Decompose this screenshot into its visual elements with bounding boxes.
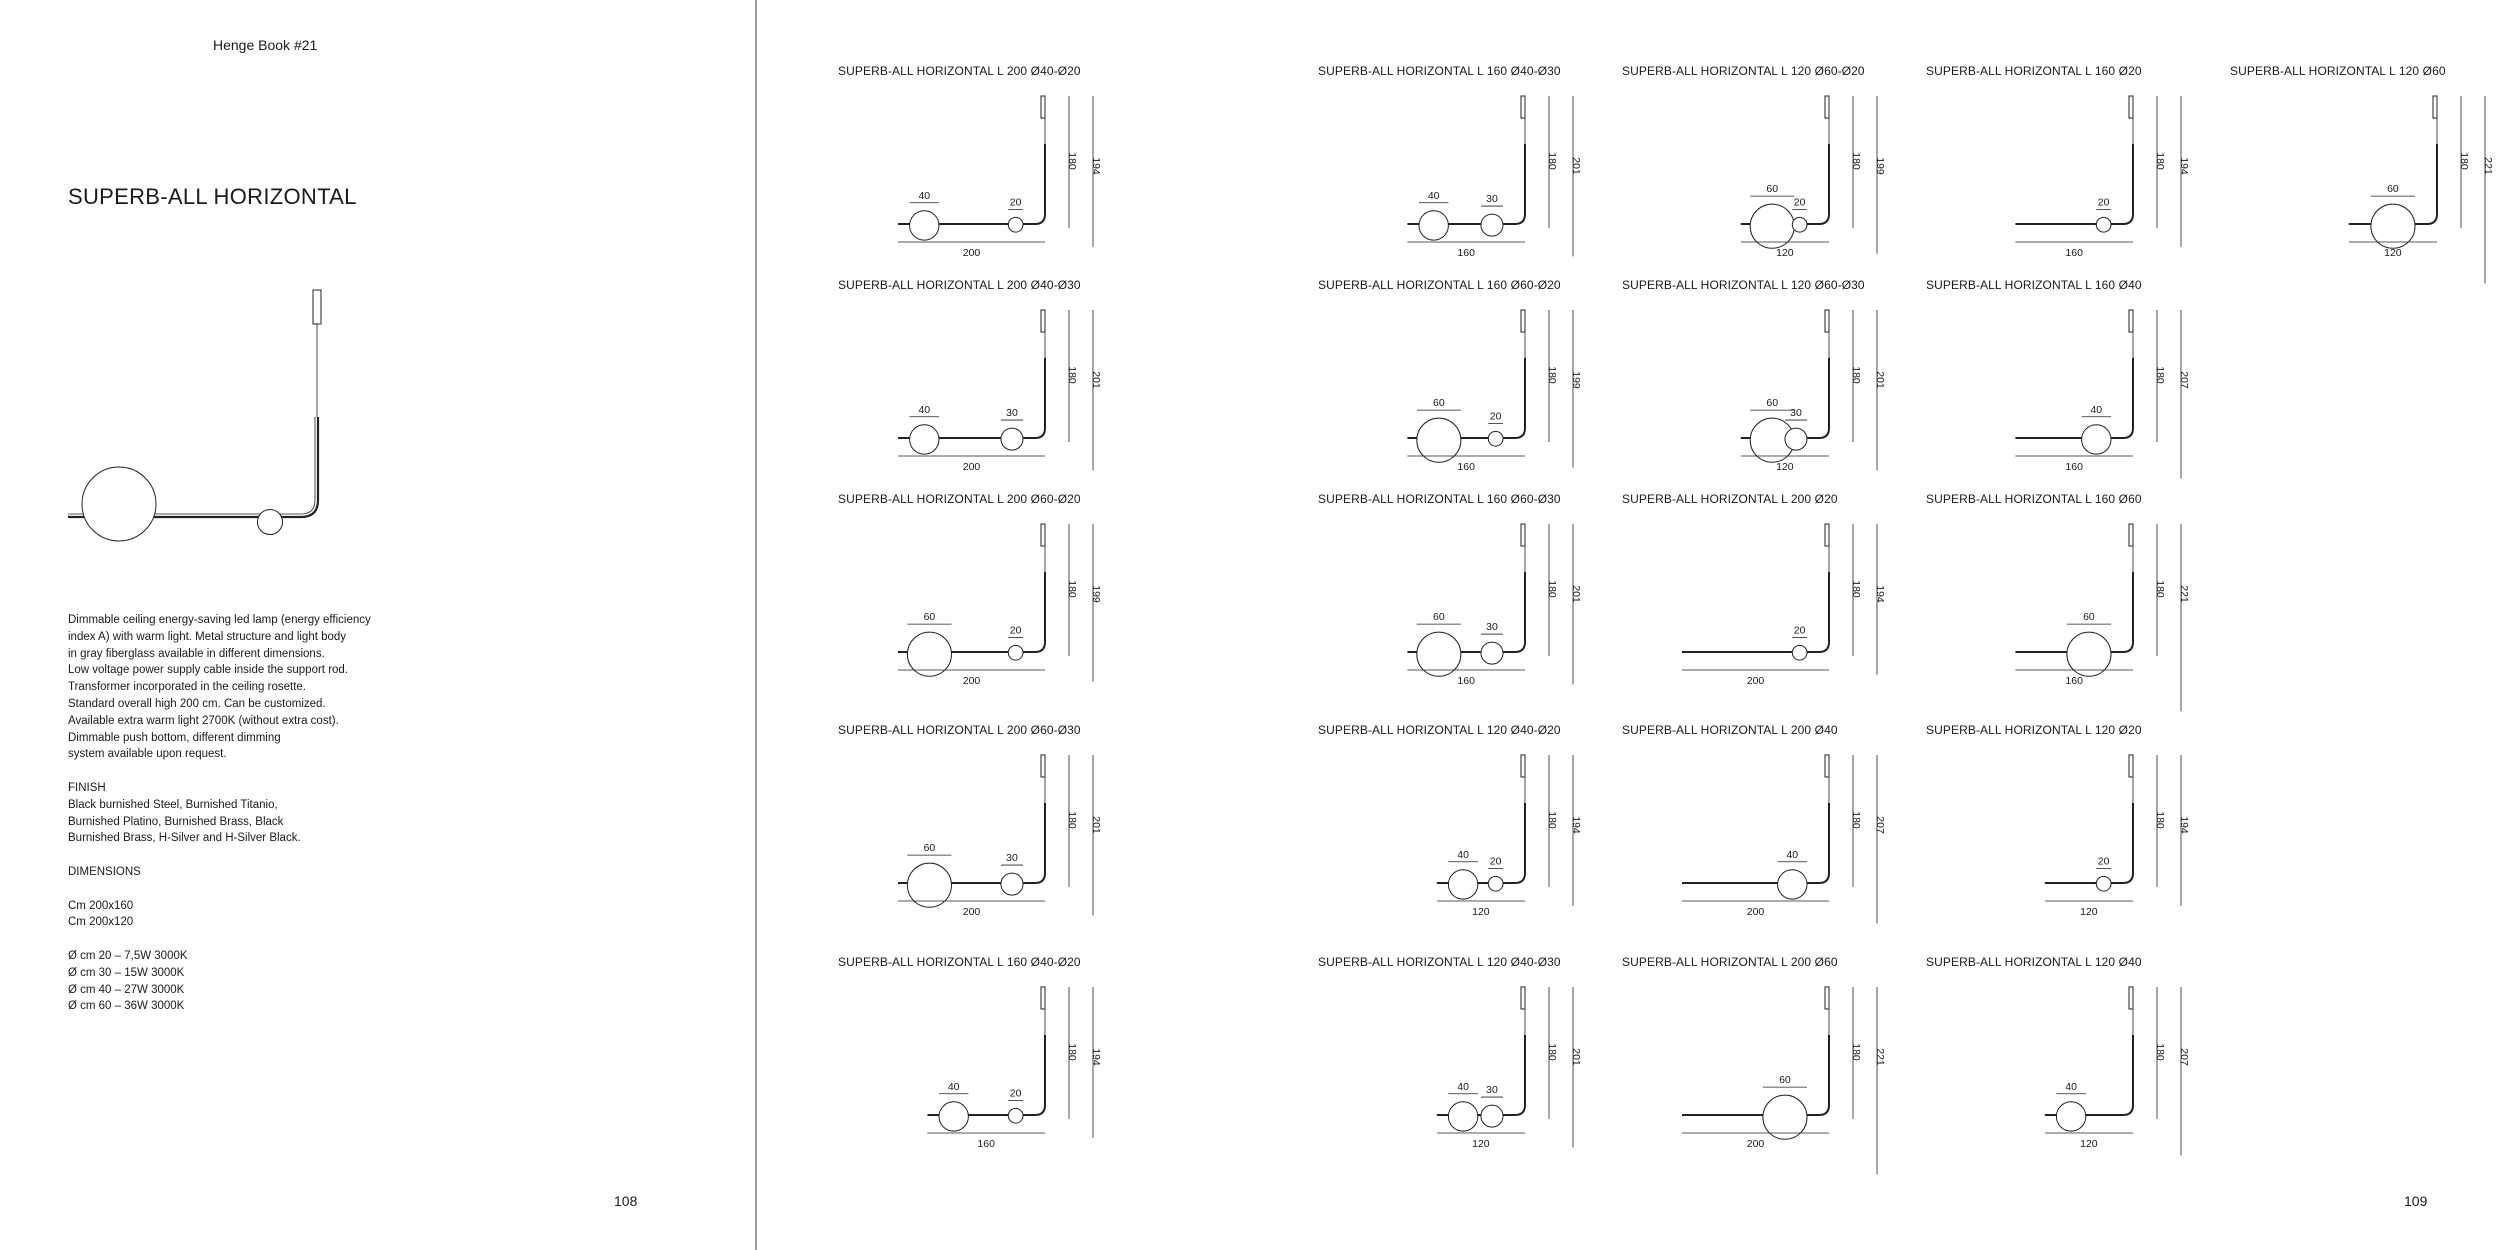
diameter-label: 40: [947, 1080, 960, 1093]
length-label: 200: [962, 675, 981, 687]
drawing-title: SUPERB-ALL HORIZONTAL L 120 Ø60-Ø20: [1622, 64, 1865, 78]
drawing-cell: [1926, 723, 2226, 938]
drawing-title: SUPERB-ALL HORIZONTAL L 200 Ø60: [1622, 955, 1838, 969]
length-label: 120: [1472, 906, 1490, 918]
ceiling-rosette: [1041, 524, 1045, 546]
height-label: 180: [1850, 152, 1862, 170]
height-label: 180: [2458, 152, 2470, 170]
support-rod: [1682, 803, 1829, 883]
page-title: SUPERB-ALL HORIZONTAL: [68, 184, 357, 209]
total-height-label: 201: [1570, 157, 1582, 175]
diameter-label: 40: [2065, 1080, 2077, 1093]
sphere: [2096, 876, 2111, 891]
description-line: Cm 200x160: [68, 899, 134, 912]
sphere: [1785, 428, 1807, 450]
ceiling-rosette: [2129, 755, 2133, 777]
drawing-svg: [1926, 64, 2226, 279]
diameter-label: 40: [1457, 1080, 1469, 1093]
length-label: 200: [962, 247, 981, 259]
diameter-label: 40: [1427, 189, 1440, 202]
diameter-label: 20: [1793, 624, 1806, 637]
total-height-label: 201: [1570, 1048, 1582, 1066]
ceiling-rosette: [1521, 755, 1525, 777]
description-line: Dimmable push bottom, different dimming: [68, 731, 281, 744]
sphere: [2056, 1102, 2085, 1131]
height-label: 180: [1066, 1043, 1078, 1061]
page-number-left: 108: [614, 1193, 638, 1209]
height-label: 180: [1066, 152, 1078, 170]
drawing-title: SUPERB-ALL HORIZONTAL L 160 Ø40: [1926, 278, 2142, 292]
length-label: 120: [2080, 906, 2098, 918]
height-label: 180: [1850, 811, 1862, 829]
sphere: [1448, 1102, 1477, 1131]
height-label: 180: [1850, 366, 1862, 384]
diameter-label: 30: [1006, 852, 1018, 865]
height-label: 180: [1546, 811, 1558, 829]
height-label: 180: [1066, 366, 1078, 384]
description-line: [68, 881, 428, 898]
sphere: [1008, 1108, 1023, 1123]
sphere: [2096, 217, 2111, 232]
total-height-label: 207: [2178, 371, 2190, 389]
lamp-illustration: [60, 282, 340, 542]
length-label: 200: [1746, 675, 1765, 687]
height-label: 180: [1066, 580, 1078, 598]
length-label: 200: [962, 461, 981, 473]
total-height-label: 221: [2178, 585, 2190, 603]
description-line: [68, 931, 428, 948]
height-label: 180: [1546, 152, 1558, 170]
drawing-cell: [838, 723, 1138, 938]
drawing-svg: [838, 723, 1138, 938]
sphere: [1481, 642, 1503, 664]
support-rod: [2045, 1035, 2133, 1115]
ceiling-rosette: [1825, 524, 1829, 546]
drawing-title: SUPERB-ALL HORIZONTAL L 160 Ø20: [1926, 64, 2142, 78]
drawing-svg: [1318, 64, 1618, 279]
ceiling-rosette: [1041, 310, 1045, 332]
drawing-cell: [1622, 492, 1922, 707]
drawing-svg: [1622, 492, 1922, 707]
sphere: [1488, 431, 1503, 446]
diameter-label: 60: [923, 842, 936, 855]
drawing-svg: [1622, 278, 1922, 493]
total-height-label: 221: [1874, 1048, 1886, 1066]
drawing-title: SUPERB-ALL HORIZONTAL L 200 Ø40: [1622, 723, 1838, 737]
drawing-title: SUPERB-ALL HORIZONTAL L 200 Ø60-Ø30: [838, 723, 1081, 737]
support-rod: [2045, 803, 2133, 883]
drawing-cell: [1318, 278, 1618, 493]
diameter-label: 20: [1009, 624, 1022, 637]
description-line: Standard overall high 200 cm. Can be customized.: [68, 697, 326, 710]
sphere: [1488, 876, 1503, 891]
ceiling-rosette: [2129, 987, 2133, 1009]
diameter-label: 20: [2097, 196, 2110, 209]
drawing-cell: [1926, 492, 2226, 707]
left-page: [0, 0, 756, 1250]
ceiling-rosette: [1521, 310, 1525, 332]
description-line: Black burnished Steel, Burnished Titanio,: [68, 798, 278, 811]
sphere: [910, 425, 939, 454]
drawing-svg: [1318, 278, 1618, 493]
drawing-title: SUPERB-ALL HORIZONTAL L 200 Ø60-Ø20: [838, 492, 1081, 506]
drawing-svg: [838, 64, 1138, 279]
total-height-label: 221: [2482, 157, 2494, 175]
description-line: [68, 763, 428, 780]
drawing-svg: [1318, 723, 1618, 938]
description-line: in gray fiberglass available in different dimensions.: [68, 647, 325, 660]
ceiling-rosette: [1041, 987, 1045, 1009]
description-line: Burnished Platino, Burnished Brass, Black: [68, 815, 284, 828]
height-label: 180: [2154, 366, 2166, 384]
support-rod: [1437, 803, 1525, 883]
diameter-label: 40: [2090, 403, 2103, 416]
length-label: 200: [962, 906, 981, 918]
diameter-label: 30: [1006, 407, 1018, 420]
total-height-label: 201: [1874, 371, 1886, 389]
description-line: Available extra warm light 2700K (without extra cost).: [68, 714, 339, 727]
height-label: 180: [1546, 1043, 1558, 1061]
sphere: [1792, 217, 1807, 232]
description-line: Ø cm 40 – 27W 3000K: [68, 983, 185, 996]
drawing-title: SUPERB-ALL HORIZONTAL L 200 Ø20: [1622, 492, 1838, 506]
drawing-title: SUPERB-ALL HORIZONTAL L 120 Ø40: [1926, 955, 2142, 969]
diameter-label: 60: [1766, 183, 1779, 196]
total-height-label: 199: [1874, 157, 1886, 175]
drawing-cell: [1318, 64, 1618, 279]
diameter-label: 60: [1766, 397, 1779, 410]
ceiling-rosette: [1521, 96, 1525, 118]
ceiling-rosette: [313, 290, 321, 324]
sphere: [939, 1102, 968, 1131]
drawing-cell: [1926, 64, 2226, 279]
total-height-label: 194: [1570, 816, 1582, 834]
drawing-title: SUPERB-ALL HORIZONTAL L 120 Ø40-Ø20: [1318, 723, 1561, 737]
support-rod: [1407, 144, 1525, 224]
description-line: Ø cm 30 – 15W 3000K: [68, 966, 185, 979]
drawing-cell: [1622, 278, 1922, 493]
drawing-cell: [1318, 492, 1618, 707]
drawing-svg: [1318, 955, 1618, 1170]
diameter-label: 20: [1489, 410, 1502, 423]
ceiling-rosette: [1825, 987, 1829, 1009]
ceiling-rosette: [1521, 524, 1525, 546]
support-rod: [1437, 1035, 1525, 1115]
diameter-label: 30: [1790, 407, 1802, 420]
diameter-label: 40: [918, 189, 931, 202]
drawing-cell: [1926, 955, 2226, 1170]
diameter-label: 20: [2097, 855, 2110, 868]
drawing-title: SUPERB-ALL HORIZONTAL L 120 Ø60: [2230, 64, 2446, 78]
drawing-svg: [1318, 492, 1618, 707]
drawing-title: SUPERB-ALL HORIZONTAL L 160 Ø40-Ø30: [1318, 64, 1561, 78]
book-spine: [755, 0, 757, 1250]
description-line: DIMENSIONS: [68, 865, 141, 878]
description-line: FINISH: [68, 781, 106, 794]
length-label: 200: [1746, 1138, 1765, 1150]
height-label: 180: [2154, 152, 2166, 170]
length-label: 120: [2384, 247, 2402, 259]
total-height-label: 207: [1874, 816, 1886, 834]
sphere: [1419, 211, 1448, 240]
length-label: 120: [1472, 1138, 1490, 1150]
drawing-svg: [1926, 492, 2226, 707]
drawing-title: SUPERB-ALL HORIZONTAL L 200 Ø40-Ø30: [838, 278, 1081, 292]
height-label: 180: [2154, 580, 2166, 598]
diameter-label: 40: [918, 403, 931, 416]
total-height-label: 201: [1090, 816, 1102, 834]
diameter-label: 60: [2083, 611, 2095, 624]
height-label: 180: [1066, 811, 1078, 829]
diameter-label: 20: [1009, 1087, 1022, 1100]
drawing-cell: [1622, 955, 1922, 1170]
sphere: [1778, 870, 1807, 899]
length-label: 120: [2080, 1138, 2098, 1150]
description-line: Low voltage power supply cable inside the support rod.: [68, 664, 349, 677]
diameter-label: 30: [1486, 621, 1498, 634]
height-label: 180: [1850, 580, 1862, 598]
description-line: index A) with warm light. Metal structure and light body: [68, 630, 347, 643]
drawing-svg: [1926, 278, 2226, 493]
diameter-label: 40: [1457, 848, 1469, 861]
height-label: 180: [1850, 1043, 1862, 1061]
total-height-label: 194: [2178, 157, 2190, 175]
drawing-svg: [1926, 955, 2226, 1170]
height-label: 180: [1546, 580, 1558, 598]
total-height-label: 207: [2178, 1048, 2190, 1066]
ceiling-rosette: [1521, 987, 1525, 1009]
ceiling-rosette: [1825, 96, 1829, 118]
diameter-label: 20: [1489, 855, 1502, 868]
length-label: 160: [2065, 675, 2083, 687]
ceiling-rosette: [2129, 310, 2133, 332]
diameter-label: 60: [1779, 1074, 1791, 1087]
total-height-label: 194: [2178, 816, 2190, 834]
ceiling-rosette: [1041, 96, 1045, 118]
drawing-cell: [1318, 955, 1618, 1170]
diameter-label: 60: [2387, 183, 2399, 196]
length-label: 120: [1776, 461, 1794, 473]
large-sphere: [82, 467, 156, 541]
drawing-title: SUPERB-ALL HORIZONTAL L 120 Ø40-Ø30: [1318, 955, 1561, 969]
length-label: 160: [1457, 675, 1475, 687]
length-label: 160: [2065, 247, 2083, 259]
drawing-cell: [2230, 64, 2500, 279]
drawing-svg: [1622, 723, 1922, 938]
drawing-cell: [1622, 64, 1922, 279]
length-label: 120: [1776, 247, 1794, 259]
sphere: [1008, 217, 1023, 232]
description-line: [68, 847, 428, 864]
length-label: 200: [1746, 906, 1765, 918]
description-line: Transformer incorporated in the ceiling rosette.: [68, 681, 306, 694]
length-label: 160: [1457, 247, 1475, 259]
drawing-title: SUPERB-ALL HORIZONTAL L 200 Ø40-Ø20: [838, 64, 1081, 78]
drawing-svg: [1926, 723, 2226, 938]
diameter-label: 30: [1486, 193, 1498, 206]
diameter-label: 30: [1486, 1084, 1498, 1097]
length-label: 160: [977, 1138, 995, 1150]
right-page: [758, 0, 2500, 1250]
height-label: 180: [2154, 811, 2166, 829]
description-line: Ø cm 20 – 7,5W 3000K: [68, 949, 188, 962]
drawing-cell: [838, 492, 1138, 707]
ceiling-rosette: [1825, 755, 1829, 777]
drawing-title: SUPERB-ALL HORIZONTAL L 120 Ø60-Ø30: [1622, 278, 1865, 292]
total-height-label: 194: [1090, 1048, 1102, 1066]
drawing-svg: [838, 955, 1138, 1170]
length-label: 160: [2065, 461, 2083, 473]
description-line: system available upon request.: [68, 748, 227, 761]
total-height-label: 199: [1570, 371, 1582, 389]
drawing-cell: [838, 955, 1138, 1170]
height-label: 180: [2154, 1043, 2166, 1061]
drawing-title: SUPERB-ALL HORIZONTAL L 160 Ø40-Ø20: [838, 955, 1081, 969]
ceiling-rosette: [1041, 755, 1045, 777]
drawing-title: SUPERB-ALL HORIZONTAL L 160 Ø60-Ø30: [1318, 492, 1561, 506]
ceiling-rosette: [2129, 524, 2133, 546]
diameter-label: 60: [1432, 611, 1445, 624]
diameter-label: 40: [1786, 848, 1799, 861]
sphere: [1792, 645, 1807, 660]
drawing-cell: [838, 278, 1138, 493]
page-number-right: 109: [2404, 1193, 2428, 1209]
description-line: Burnished Brass, H-Silver and H-Silver Black.: [68, 832, 301, 845]
drawing-svg: [2230, 64, 2500, 279]
ceiling-rosette: [1825, 310, 1829, 332]
small-sphere: [258, 510, 283, 535]
support-rod: [1682, 1035, 1829, 1115]
height-label: 180: [1546, 366, 1558, 384]
drawing-svg: [1622, 64, 1922, 279]
total-height-label: 194: [1090, 157, 1102, 175]
diameter-label: 60: [1432, 397, 1445, 410]
sphere: [2082, 425, 2111, 454]
drawing-cell: [838, 64, 1138, 279]
support-rod: [1682, 572, 1829, 652]
drawing-title: SUPERB-ALL HORIZONTAL L 160 Ø60: [1926, 492, 2142, 506]
drawing-svg: [838, 278, 1138, 493]
drawing-title: SUPERB-ALL HORIZONTAL L 160 Ø60-Ø20: [1318, 278, 1561, 292]
description-line: Dimmable ceiling energy-saving led lamp (energy efficiency: [68, 614, 371, 626]
sphere: [1481, 1105, 1503, 1127]
sphere: [1481, 214, 1503, 236]
sphere: [1448, 870, 1477, 899]
support-rod: [2015, 144, 2133, 224]
diameter-label: 20: [1009, 196, 1022, 209]
ceiling-rosette: [2129, 96, 2133, 118]
support-rod: [927, 1035, 1045, 1115]
total-height-label: 201: [1570, 585, 1582, 603]
sphere: [1001, 873, 1023, 895]
sphere: [1001, 428, 1023, 450]
book-title: Henge Book #21: [213, 37, 318, 53]
product-description: [68, 612, 428, 1015]
diameter-label: 20: [1793, 196, 1806, 209]
diameter-label: 60: [923, 611, 936, 624]
total-height-label: 201: [1090, 371, 1102, 389]
drawing-cell: [1318, 723, 1618, 938]
sphere: [1008, 645, 1023, 660]
ceiling-rosette: [2433, 96, 2437, 118]
total-height-label: 194: [1874, 585, 1886, 603]
drawing-cell: [1622, 723, 1922, 938]
sphere: [910, 211, 939, 240]
total-height-label: 199: [1090, 585, 1102, 603]
drawing-cell: [1926, 278, 2226, 493]
support-rod: [2015, 358, 2133, 438]
description-line: Ø cm 60 – 36W 3000K: [68, 1000, 185, 1013]
drawing-svg: [1622, 955, 1922, 1170]
drawing-svg: [838, 492, 1138, 707]
length-label: 160: [1457, 461, 1475, 473]
drawing-title: SUPERB-ALL HORIZONTAL L 120 Ø20: [1926, 723, 2142, 737]
description-line: Cm 200x120: [68, 916, 134, 929]
